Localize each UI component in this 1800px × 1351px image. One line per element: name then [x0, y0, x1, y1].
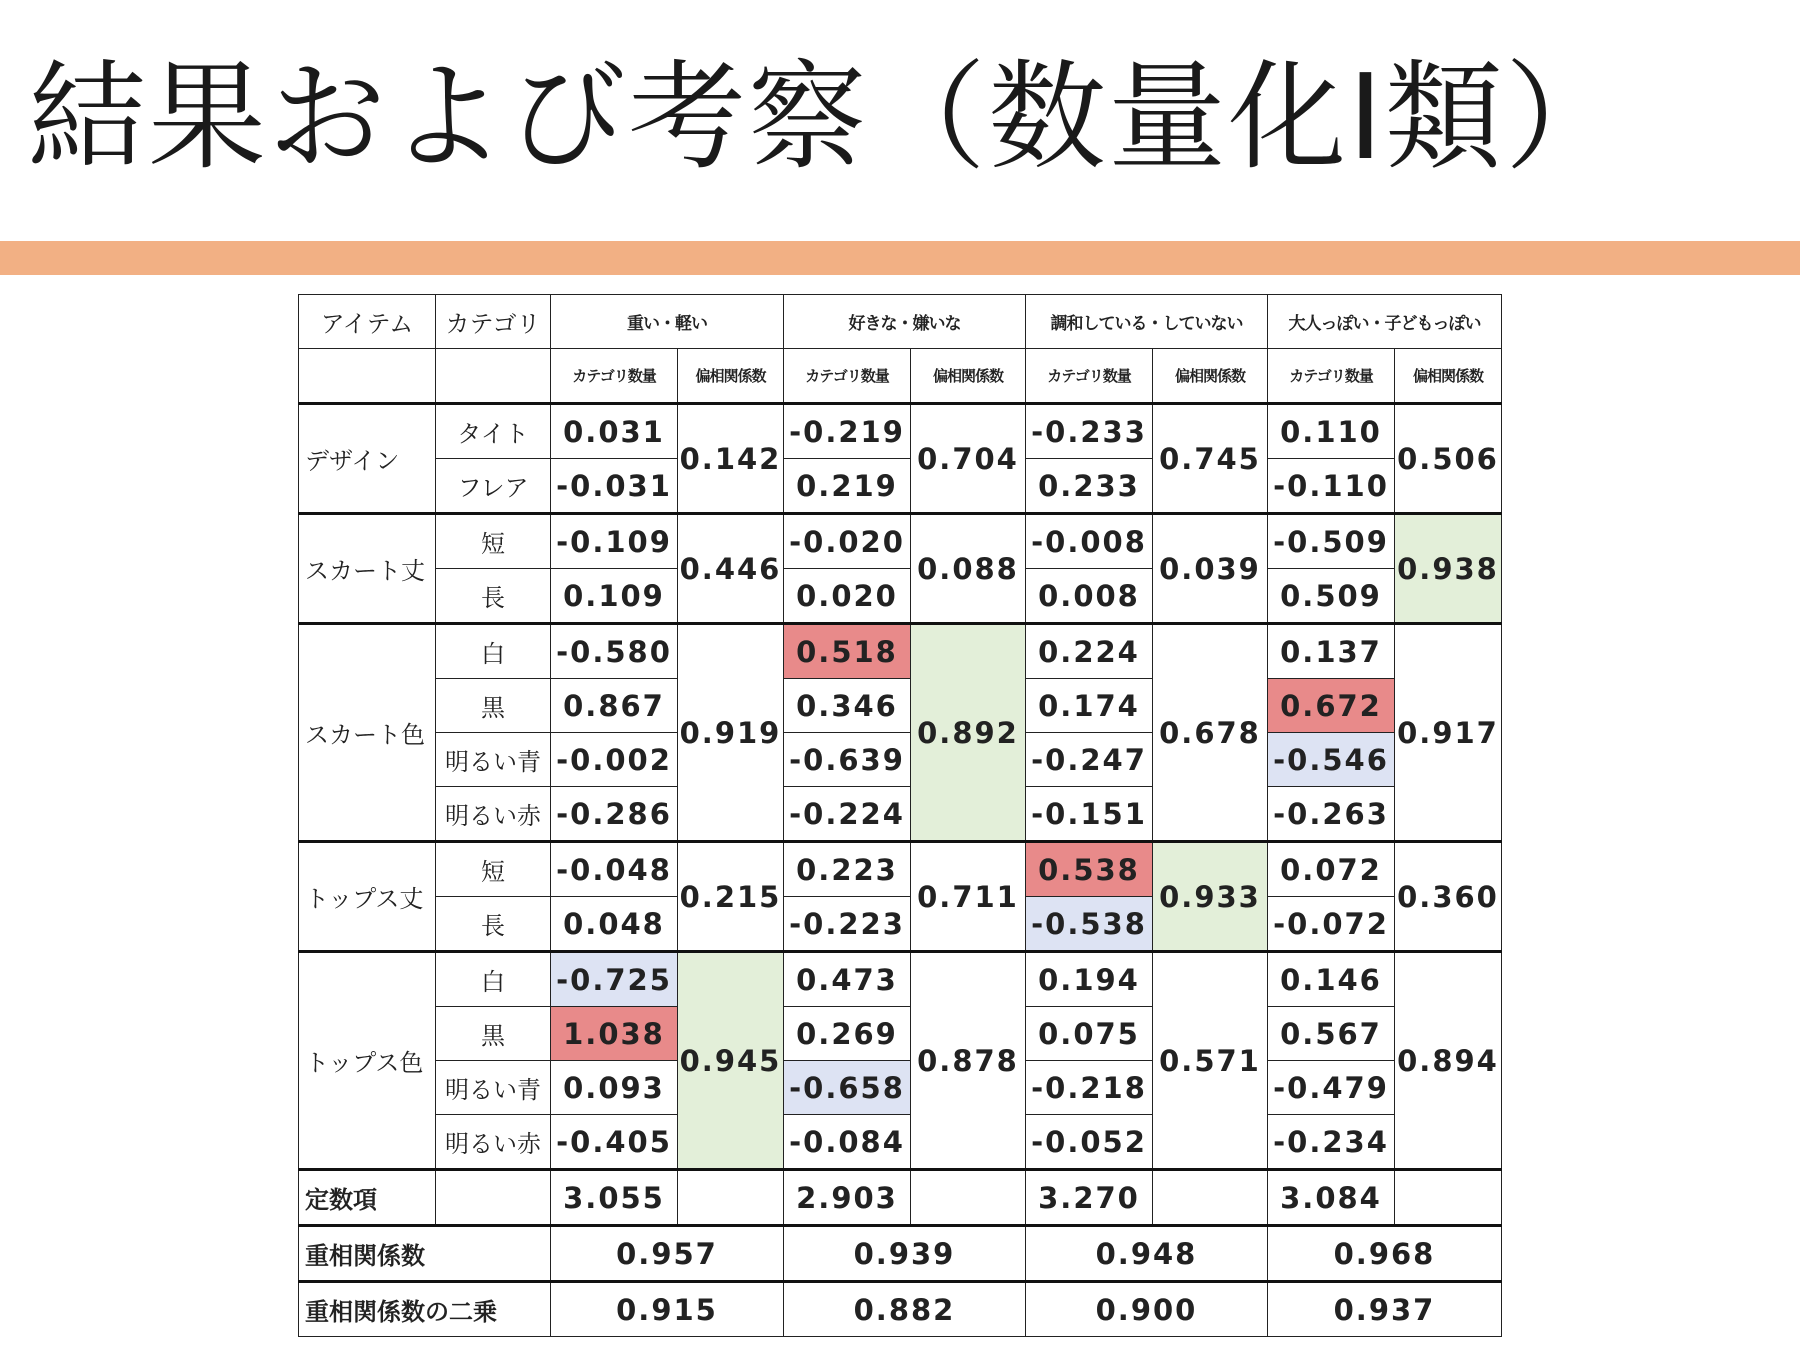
constant-blank	[436, 1170, 551, 1226]
category-quantity: -0.509	[1268, 514, 1395, 569]
header-blank	[436, 349, 551, 404]
partial-correlation: 0.215	[678, 842, 784, 952]
category-quantity: 0.174	[1026, 679, 1153, 733]
category-quantity: 0.346	[784, 679, 911, 733]
multiple-r-label: 重相関係数	[299, 1226, 551, 1282]
category-quantity: -0.224	[784, 787, 911, 842]
partial-correlation: 0.933	[1153, 842, 1268, 952]
category-quantity: -0.052	[1026, 1115, 1153, 1170]
multiple-r2-value: 0.900	[1026, 1282, 1268, 1337]
multiple-r-value: 0.948	[1026, 1226, 1268, 1282]
category-quantity: -0.658	[784, 1061, 911, 1115]
category-quantity: -0.008	[1026, 514, 1153, 569]
partial-correlation: 0.360	[1395, 842, 1502, 952]
category-quantity: 0.048	[551, 897, 678, 952]
category-name: 明るい青	[436, 1061, 551, 1115]
category-quantity: 0.867	[551, 679, 678, 733]
category-quantity: -0.031	[551, 459, 678, 514]
header-partial-correlation: 偏相関係数	[911, 349, 1026, 404]
category-quantity: 0.031	[551, 404, 678, 459]
partial-correlation: 0.945	[678, 952, 784, 1170]
constant-value: 2.903	[784, 1170, 911, 1226]
partial-correlation: 0.039	[1153, 514, 1268, 624]
category-name: タイト	[436, 404, 551, 459]
header-partial-correlation: 偏相関係数	[1153, 349, 1268, 404]
category-name: 白	[436, 624, 551, 679]
category-quantity: -0.072	[1268, 897, 1395, 952]
category-quantity: 0.093	[551, 1061, 678, 1115]
partial-correlation: 0.571	[1153, 952, 1268, 1170]
header-group: 重い・軽い	[551, 295, 784, 349]
item-name: デザイン	[299, 404, 436, 514]
category-quantity: 0.233	[1026, 459, 1153, 514]
category-quantity: -0.725	[551, 952, 678, 1007]
category-quantity: 0.269	[784, 1007, 911, 1061]
category-quantity: -0.546	[1268, 733, 1395, 787]
category-quantity: -0.263	[1268, 787, 1395, 842]
header-category-quantity: カテゴリ数量	[551, 349, 678, 404]
category-quantity: -0.234	[1268, 1115, 1395, 1170]
category-name: 長	[436, 897, 551, 952]
partial-correlation: 0.506	[1395, 404, 1502, 514]
category-quantity: -0.639	[784, 733, 911, 787]
category-quantity: 0.567	[1268, 1007, 1395, 1061]
multiple-r2-label: 重相関係数の二乗	[299, 1282, 551, 1337]
category-quantity: 0.473	[784, 952, 911, 1007]
category-quantity: 0.146	[1268, 952, 1395, 1007]
accent-bar	[0, 241, 1800, 275]
header-group: 大人っぽい・子どもっぽい	[1268, 295, 1502, 349]
partial-correlation: 0.678	[1153, 624, 1268, 842]
category-quantity: 0.109	[551, 569, 678, 624]
multiple-r2-value: 0.882	[784, 1282, 1026, 1337]
partial-correlation: 0.088	[911, 514, 1026, 624]
category-name: 黒	[436, 1007, 551, 1061]
category-quantity: -0.538	[1026, 897, 1153, 952]
category-quantity: -0.247	[1026, 733, 1153, 787]
header-category-quantity: カテゴリ数量	[1026, 349, 1153, 404]
category-quantity: -0.219	[784, 404, 911, 459]
category-quantity: 0.072	[1268, 842, 1395, 897]
category-quantity: 0.075	[1026, 1007, 1153, 1061]
partial-correlation: 0.919	[678, 624, 784, 842]
constant-blank	[678, 1170, 784, 1226]
category-quantity: 0.538	[1026, 842, 1153, 897]
category-name: 明るい赤	[436, 787, 551, 842]
category-quantity: 0.219	[784, 459, 911, 514]
category-quantity: -0.151	[1026, 787, 1153, 842]
item-name: トップス色	[299, 952, 436, 1170]
multiple-r-value: 0.939	[784, 1226, 1026, 1282]
partial-correlation: 0.917	[1395, 624, 1502, 842]
header-group: 好きな・嫌いな	[784, 295, 1026, 349]
category-quantity: -0.002	[551, 733, 678, 787]
category-quantity: 0.137	[1268, 624, 1395, 679]
header-partial-correlation: 偏相関係数	[678, 349, 784, 404]
multiple-r-value: 0.968	[1268, 1226, 1502, 1282]
partial-correlation: 0.878	[911, 952, 1026, 1170]
item-name: スカート色	[299, 624, 436, 842]
category-quantity: -0.286	[551, 787, 678, 842]
constant-label: 定数項	[299, 1170, 436, 1226]
partial-correlation: 0.142	[678, 404, 784, 514]
category-name: 黒	[436, 679, 551, 733]
partial-correlation: 0.894	[1395, 952, 1502, 1170]
category-quantity: -0.048	[551, 842, 678, 897]
multiple-r-value: 0.957	[551, 1226, 784, 1282]
category-quantity: -0.218	[1026, 1061, 1153, 1115]
category-quantity: 0.224	[1026, 624, 1153, 679]
header-category: カテゴリ	[436, 295, 551, 349]
partial-correlation: 0.938	[1395, 514, 1502, 624]
constant-blank	[911, 1170, 1026, 1226]
category-name: フレア	[436, 459, 551, 514]
category-quantity: -0.580	[551, 624, 678, 679]
partial-correlation: 0.892	[911, 624, 1026, 842]
category-quantity: -0.479	[1268, 1061, 1395, 1115]
category-quantity: -0.405	[551, 1115, 678, 1170]
item-name: スカート丈	[299, 514, 436, 624]
partial-correlation: 0.446	[678, 514, 784, 624]
constant-value: 3.084	[1268, 1170, 1395, 1226]
category-quantity: -0.223	[784, 897, 911, 952]
partial-correlation: 0.711	[911, 842, 1026, 952]
constant-blank	[1153, 1170, 1268, 1226]
category-name: 長	[436, 569, 551, 624]
partial-correlation: 0.704	[911, 404, 1026, 514]
constant-value: 3.270	[1026, 1170, 1153, 1226]
category-quantity: 0.672	[1268, 679, 1395, 733]
item-name: トップス丈	[299, 842, 436, 952]
category-quantity: -0.109	[551, 514, 678, 569]
header-category-quantity: カテゴリ数量	[784, 349, 911, 404]
category-quantity: 0.223	[784, 842, 911, 897]
header-category-quantity: カテゴリ数量	[1268, 349, 1395, 404]
category-quantity: 0.518	[784, 624, 911, 679]
category-name: 白	[436, 952, 551, 1007]
category-quantity: 0.194	[1026, 952, 1153, 1007]
header-blank	[299, 349, 436, 404]
slide-title: 結果および考察（数量化Ⅰ類）	[28, 48, 1625, 186]
results-table	[298, 294, 1502, 1337]
category-quantity: 0.020	[784, 569, 911, 624]
category-quantity: -0.233	[1026, 404, 1153, 459]
category-name: 短	[436, 514, 551, 569]
multiple-r2-value: 0.915	[551, 1282, 784, 1337]
header-group: 調和している・していない	[1026, 295, 1268, 349]
category-name: 明るい青	[436, 733, 551, 787]
multiple-r2-value: 0.937	[1268, 1282, 1502, 1337]
category-quantity: 0.008	[1026, 569, 1153, 624]
category-quantity: -0.110	[1268, 459, 1395, 514]
category-name: 短	[436, 842, 551, 897]
partial-correlation: 0.745	[1153, 404, 1268, 514]
constant-value: 3.055	[551, 1170, 678, 1226]
category-quantity: 0.509	[1268, 569, 1395, 624]
header-item: アイテム	[299, 295, 436, 349]
category-quantity: 0.110	[1268, 404, 1395, 459]
header-partial-correlation: 偏相関係数	[1395, 349, 1502, 404]
category-quantity: -0.020	[784, 514, 911, 569]
category-quantity: -0.084	[784, 1115, 911, 1170]
category-name: 明るい赤	[436, 1115, 551, 1170]
category-quantity: 1.038	[551, 1007, 678, 1061]
constant-blank	[1395, 1170, 1502, 1226]
